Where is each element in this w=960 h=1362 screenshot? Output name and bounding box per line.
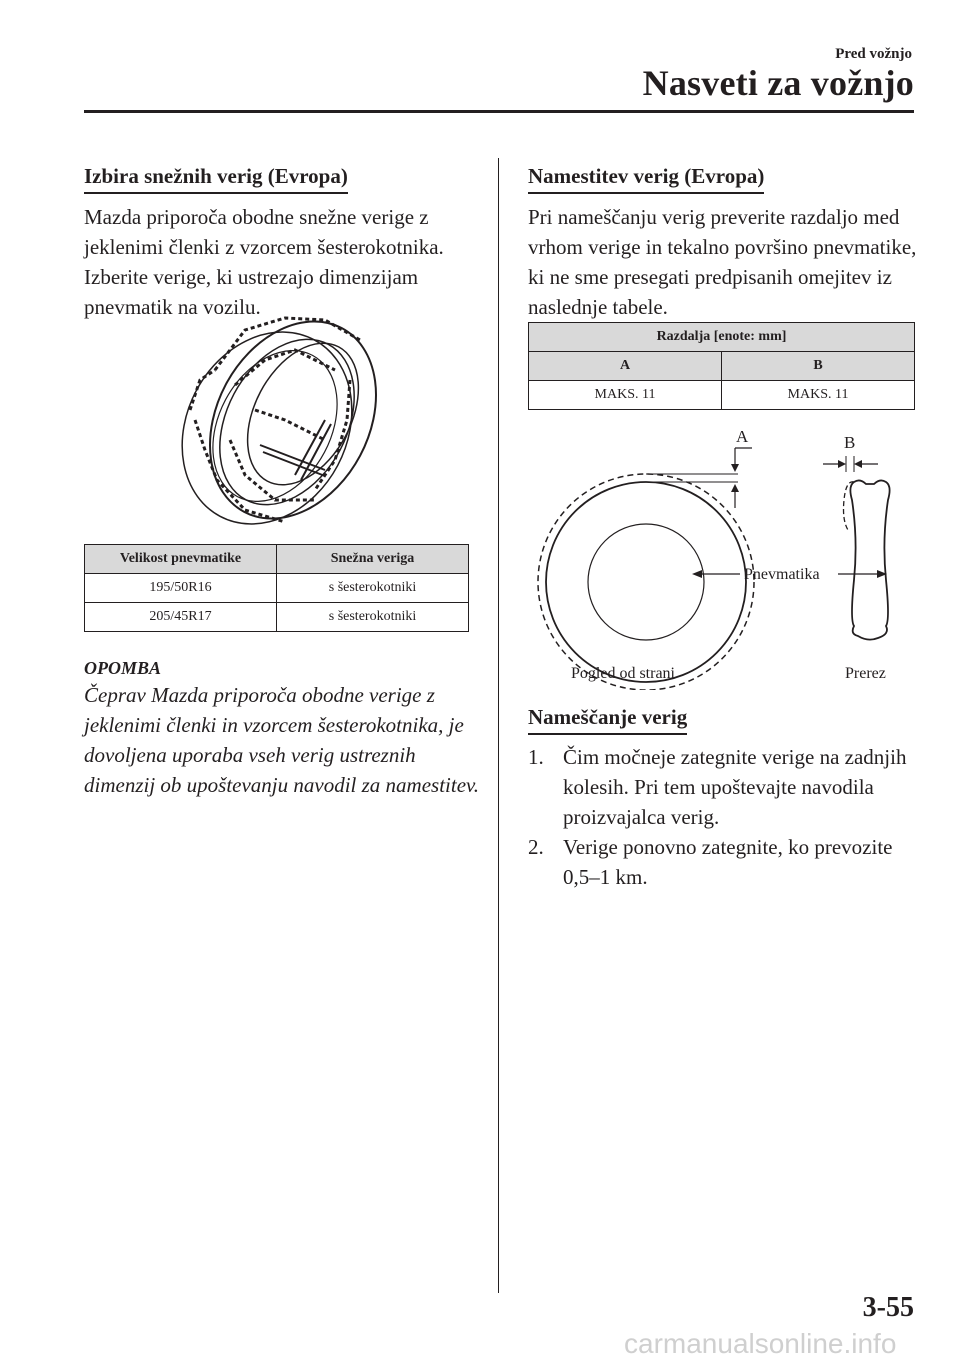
chain-selection-paragraph: Mazda priporoča obodne snežne verige z jeklenimi členki z vzorcem šesterokotnika. Izberite verige, ki ustrezajo dimenzijam pnevmatik na vozilu.	[84, 205, 444, 319]
cell-b-max: MAKS. 11	[722, 381, 915, 410]
watermark: carmanualsonline.info	[624, 1328, 897, 1359]
column-divider	[498, 158, 499, 1293]
tire-cross-section	[850, 480, 889, 639]
cell-chain: s šesterokotniki	[277, 574, 469, 603]
step-text: Verige ponovno zategnite, ko prevozite 0,5–1 km.	[563, 835, 893, 889]
tire-size-table	[84, 544, 469, 632]
note-text: Čeprav Mazda priporoča obodne verige z jeklenimi členki in vzorcem šesterokotnika, je dovoljena uporaba vseh verig ustreznih dimenzij ob upoštevanju navodil za namestitev.	[84, 683, 480, 797]
chain-outline	[538, 474, 754, 690]
note-title: OPOMBA	[84, 658, 162, 678]
chain-fitting-paragraph: Pri nameščanju verig preverite razdaljo med vrhom verige in tekalno površino pnevmatike, ki ne sme presegati predpisanih omejitev iz naslednje tabele.	[528, 205, 917, 319]
label-tire: Pnevmatika	[744, 566, 820, 583]
label-a: A	[736, 427, 749, 446]
table-row	[85, 603, 469, 632]
heading-chain-fitting: Namestitev verig (Evropa)	[528, 164, 764, 194]
cell-chain: s šesterokotniki	[277, 603, 469, 632]
table-row	[529, 381, 915, 410]
col-header-chain: Snežna veriga	[277, 545, 469, 574]
label-side-view: Pogled od strani	[571, 665, 675, 682]
page-number: 3-55	[862, 1292, 914, 1323]
step-number: 2.	[528, 835, 544, 859]
rim-circle	[588, 524, 704, 640]
list-item	[528, 832, 918, 892]
snow-chain-illustration	[175, 310, 385, 530]
col-header-tire-size: Velikost pnevmatike	[85, 545, 277, 574]
heading-chain-installation: Nameščanje verig	[528, 705, 687, 735]
col-header-b: B	[722, 352, 915, 381]
label-b: B	[844, 433, 856, 452]
label-cross-section: Prerez	[845, 665, 886, 682]
heading-chain-selection: Izbira snežnih verig (Evropa)	[84, 164, 348, 194]
header-rule	[84, 110, 914, 113]
col-header-a: A	[529, 352, 722, 381]
step-text: Čim močneje zategnite verige na zadnjih kolesih. Pri tem upoštevajte navodila proizvajalca verig.	[563, 745, 907, 829]
section-label: Pred vožnjo	[835, 46, 912, 62]
cell-tire-size: 205/45R17	[85, 603, 277, 632]
distance-table	[528, 322, 915, 410]
page-title: Nasveti za vožnjo	[642, 63, 914, 103]
installation-steps	[528, 742, 918, 892]
chain-clearance-diagram	[528, 420, 918, 690]
distance-table-title: Razdalja [enote: mm]	[529, 323, 915, 352]
list-item	[528, 742, 918, 832]
step-number: 1.	[528, 745, 544, 769]
table-row	[85, 574, 469, 603]
tire-side-outer	[546, 482, 746, 682]
cell-a-max: MAKS. 11	[529, 381, 722, 410]
cell-tire-size: 195/50R16	[85, 574, 277, 603]
